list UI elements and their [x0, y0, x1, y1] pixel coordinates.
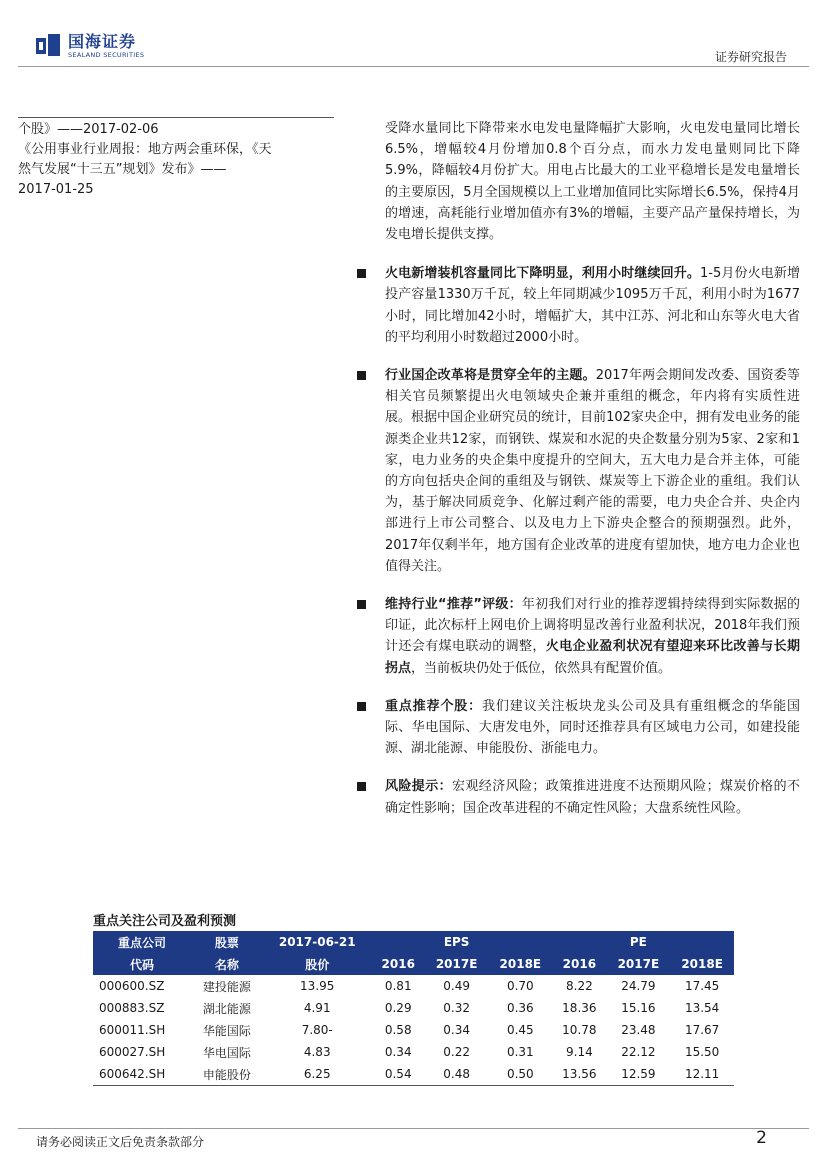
table-header-cell: 2017E	[425, 953, 489, 975]
intro-paragraph: 受降水量同比下降带来水电发电量降幅扩大影响，火电发电量同比增长6.5%，增幅较4月份增加0.8个百分点，而水力发电量则同比下降5.9%，降幅较4月份扩大。用电占比最大的工业平稳增长是发电量增长的主要原因，5月全国规模以上工业增加值同比实际增长6.5%，保持4月的增速，高耗能行业增加值亦有3%的增幅，主要产品产量保持增长，为发电增长提供支撑。	[385, 121, 800, 243]
footer-divider	[18, 1128, 809, 1129]
table-cell: 0.22	[443, 1045, 470, 1059]
bullet-soe-reform	[385, 365, 800, 577]
bullet-key-stocks	[385, 696, 800, 760]
table-row	[93, 1063, 734, 1086]
bullet-rating	[385, 594, 800, 679]
table-cell: 0.34	[443, 1023, 470, 1037]
table-cell: 0.48	[425, 1063, 489, 1086]
table-cell: 12.59	[607, 1063, 671, 1086]
bullet-thermal-capacity	[385, 263, 800, 348]
table-cell: 建投能源	[202, 979, 251, 994]
table-row	[93, 1019, 734, 1041]
table-cell: 0.54	[372, 1063, 425, 1086]
table-header-cell: 2016	[372, 953, 425, 975]
related-report-line: 然气发展“十三五”规划》发布》——	[18, 162, 227, 177]
bullet-text: 宏观经济风险；政策推进进度不达预期风险；煤炭价格的不确定性影响；国企改革进程的不确定性风险；大盘系统性风险。	[385, 779, 800, 816]
table-cell: 0.50	[488, 1063, 552, 1086]
related-report-line: 个股》——2017-02-06	[18, 122, 159, 137]
table-title: 重点关注公司及盈利预测	[93, 914, 237, 929]
table-cell: 0.31	[506, 1045, 534, 1059]
table-cell: 24.79	[621, 979, 656, 993]
related-report-line: 《公用事业行业周报：地方两会重环保，《天	[18, 142, 272, 157]
table-header-cell: 2018E	[488, 953, 552, 975]
bullet-text: ，当前板块仍处于低位，依然具有配置价值。	[411, 660, 672, 676]
table-row	[93, 997, 734, 1019]
table-header-cell: 股票	[191, 931, 263, 953]
table-cell: 6.25	[263, 1063, 372, 1086]
table-cell: 17.67	[684, 1023, 720, 1037]
table-cell: 4.91	[303, 1001, 331, 1015]
table-header-cell: 名称	[191, 953, 263, 975]
table-cell: 0.34	[384, 1045, 412, 1059]
table-cell: 华能国际	[202, 1023, 251, 1038]
bullet-square-icon	[357, 782, 366, 791]
table-cell: 22.12	[621, 1045, 656, 1059]
table-cell: 12.11	[670, 1063, 734, 1086]
table-header-cell: 2017E	[607, 953, 671, 975]
bullet-risk	[385, 776, 800, 818]
bullet-heading: 重点推荐个股：	[385, 698, 483, 714]
table-cell: 0.70	[506, 979, 534, 993]
table-cell: 17.45	[684, 979, 720, 993]
earnings-forecast-table	[93, 931, 734, 1086]
bullet-heading: 火电新增装机容量同比下降明显，利用小时继续回升。	[385, 266, 701, 282]
bullet-heading: 风险提示：	[385, 779, 452, 795]
table-cell: 0.32	[443, 1001, 470, 1015]
table-cell: 13.54	[684, 1001, 720, 1015]
table-cell: 4.83	[303, 1045, 331, 1059]
related-reports	[18, 117, 334, 200]
bullet-square-icon	[357, 600, 366, 609]
bullet-square-icon	[357, 702, 366, 711]
table-cell: 0.45	[506, 1023, 534, 1037]
table-header-cell	[552, 931, 606, 953]
table-cell: 000883.SZ	[99, 1001, 165, 1015]
table-header-cell	[670, 931, 734, 953]
table-row	[93, 975, 734, 997]
table-cell: 15.16	[621, 1001, 656, 1015]
table-cell: 13.56	[552, 1063, 606, 1086]
table-header-cell: 2016	[552, 953, 606, 975]
report-type: 证券研究报告	[714, 50, 787, 64]
logo-cn: 国海证券	[68, 32, 137, 51]
bullet-heading: 维持行业“推荐”评级：	[385, 597, 522, 613]
table-cell: 申能股份	[191, 1063, 263, 1086]
table-header-row	[93, 953, 734, 975]
table-header-cell: 股价	[263, 953, 372, 975]
table-cell: 15.50	[684, 1045, 720, 1059]
page-number: 2	[756, 1128, 767, 1148]
table-cell: 600027.SH	[99, 1045, 166, 1059]
table-cell: 600011.SH	[99, 1023, 166, 1037]
footer-disclaimer: 请务必阅读正文后免责条款部分	[36, 1135, 205, 1149]
table-header-cell: 2018E	[670, 953, 734, 975]
bullet-text: 1-5月份火电新增投产容量1330万千瓦，较上年同期减少1095万千瓦，利用小时为1677小时，同比增加42小时，增幅扩大，其中江苏、河北和山东等火电大省的平均利用小时数超过2000小时。	[385, 266, 800, 345]
report-body	[385, 118, 800, 819]
bullet-text: 年初我们对行业的推荐逻辑持续得到实际数据的印证，此次标杆上网电价上调将明显改善行业盈利状况，2018年我们预计还会有煤电联动的调整，	[385, 597, 800, 655]
bullet-text: 我们建议关注板块龙头公司及具有重组概念的华能国际、华电国际、大唐发电外，同时还推荐具有区域电力公司，如建投能源、湖北能源、申能股份、浙能电力。	[385, 698, 800, 757]
table-cell: 0.81	[384, 979, 412, 993]
table-cell: 0.58	[384, 1023, 412, 1037]
header-divider	[18, 66, 809, 67]
company-logo	[36, 34, 144, 59]
table-cell: 23.48	[621, 1023, 656, 1037]
table-header-row	[93, 931, 734, 953]
table-cell: 600642.SH	[93, 1063, 191, 1086]
logo-en: SEALAND SECURITIES	[68, 51, 145, 59]
table-row	[93, 1041, 734, 1063]
table-header-cell: PE	[607, 931, 671, 953]
bullet-square-icon	[357, 269, 366, 278]
bullet-highlight: 火电企业盈利状况有望迎来环比改善与长期拐点	[385, 639, 800, 676]
logo-icon	[36, 34, 62, 58]
table-header-cell	[372, 931, 425, 953]
table-cell: 华电国际	[202, 1045, 251, 1060]
table-cell: 0.49	[443, 979, 470, 993]
table-cell: 湖北能源	[202, 1001, 251, 1016]
table-cell: 0.29	[384, 1001, 412, 1015]
table-cell: 13.95	[300, 979, 335, 993]
table-header-cell: EPS	[425, 931, 489, 953]
table-cell: 000600.SZ	[99, 979, 165, 993]
table-header-cell: 重点公司	[93, 931, 191, 953]
bullet-heading: 行业国企改革将是贯穿全年的主题。	[385, 368, 596, 384]
table-header-cell: 2017-06-21	[263, 931, 372, 953]
table-cell: 18.36	[562, 1001, 597, 1015]
table-cell: 0.36	[506, 1001, 534, 1015]
related-report-line: 2017-01-25	[18, 182, 94, 197]
table-header-cell: 代码	[93, 953, 191, 975]
table-header-cell	[488, 931, 552, 953]
table-cell: 10.78	[562, 1023, 597, 1037]
table-cell: 9.14	[566, 1045, 593, 1059]
bullet-square-icon	[357, 371, 366, 380]
bullet-text: 2017年两会期间发改委、国资委等相关官员频繁提出火电领域央企兼并重组的概念，年内将有实质性进展。根据中国企业研究员的统计，目前102家央企中，拥有发电业务的能源类企业共12家，而钢铁、煤炭和水泥的央企数量分别为5家、2家和1家，电力业务的央企集中度提升的空间大，五大电力是合并主体，可能的方向包括央企间的重组及与钢铁、煤炭等上下游企业的重组。我们认为，基于解决同质竞争、化解过剩产能的需要，电力央企合并、央企内部进行上市公司整合、以及电力上下游央企整合的预期强烈。此外，2017年仅剩半年，地方国有企业改革的进度有望加快，地方电力企业也值得关注。	[385, 368, 800, 574]
table-cell: 8.22	[566, 979, 593, 993]
table-cell: 7.80-	[301, 1023, 333, 1037]
